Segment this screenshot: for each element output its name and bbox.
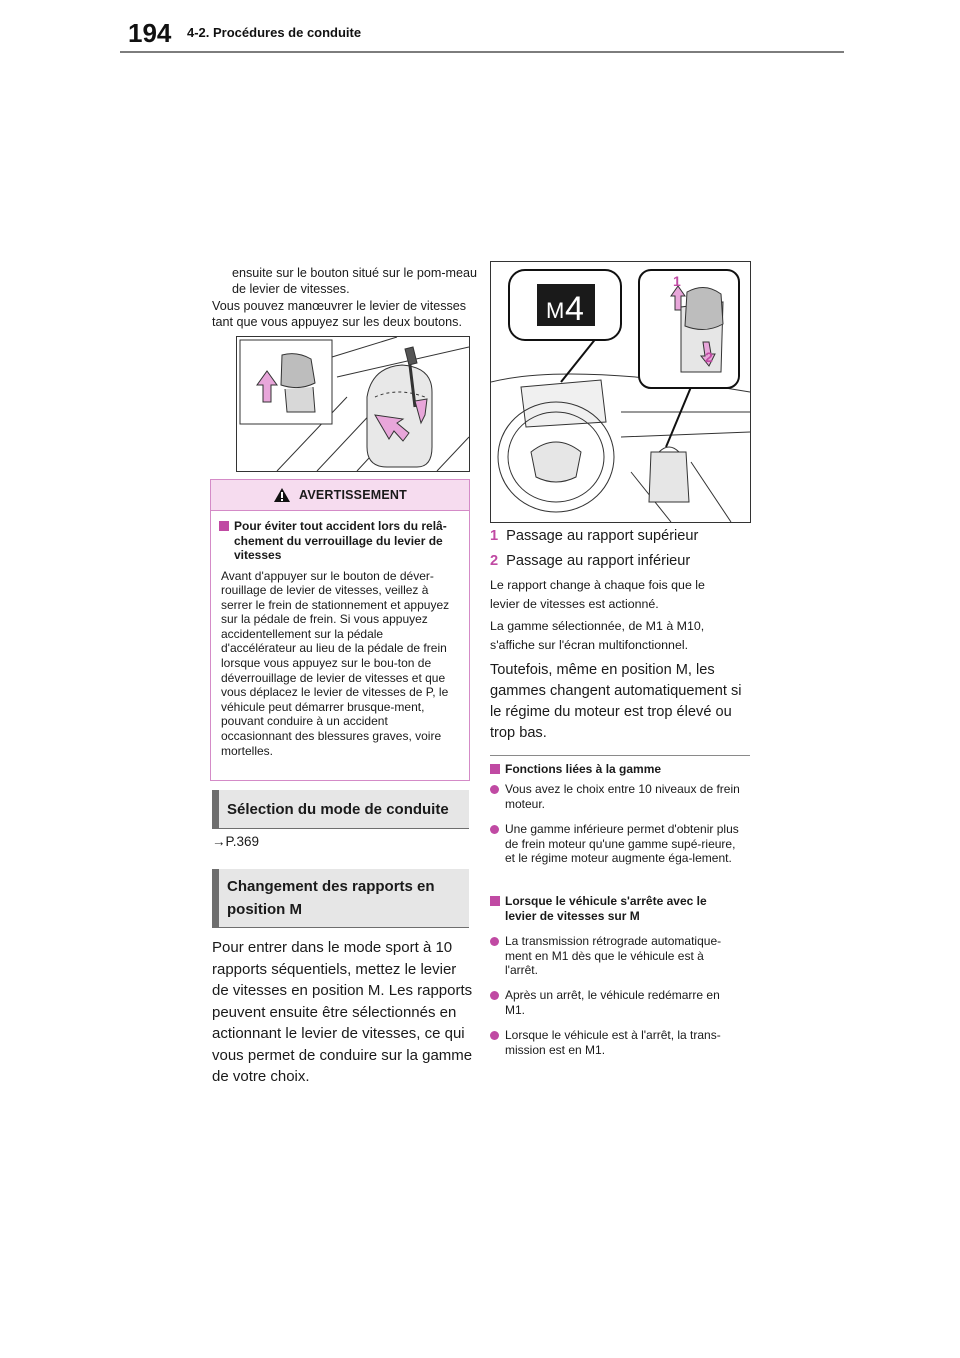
heading-underline xyxy=(212,828,469,829)
paragraph-auto-change: Toutefois, même en position M, les gammes changent automatiquement si le régime du moteur est trop élevé ou trop bas. xyxy=(490,662,742,741)
subheading-stop-in-m: Lorsque le véhicule s'arrête avec le levier de vitesses sur M xyxy=(505,894,707,923)
square-bullet-icon xyxy=(219,521,229,531)
warning-triangle-icon xyxy=(273,487,291,503)
bullet-icon xyxy=(490,991,499,1000)
main-paragraph: Pour entrer dans le mode sport à 10 rapports séquentiels, mettez le levier de vitesses en position M. Les rapports peuvent ensuite être sélectionnés en actionnant le levier de vitesses, ce qui vous permet de conduire sur la gamme de votre choix. xyxy=(212,939,473,1085)
bullet-icon xyxy=(490,785,499,794)
section-title: 4-2. Procédures de conduite xyxy=(187,25,362,40)
separator xyxy=(490,755,750,756)
list-item: Vous avez le choix entre 10 niveaux de frein moteur. xyxy=(490,782,740,811)
item-number: 1 xyxy=(490,528,499,544)
paragraph-range-display: La gamme sélectionnée, de M1 à M10, s'affiche sur l'écran multifonctionnel. xyxy=(490,619,705,652)
item-label: Passage au rapport supérieur xyxy=(506,528,699,544)
list-item: La transmission rétrograde automatique-ment en M1 dès que le véhicule est à l'arrêt. xyxy=(490,934,740,978)
warning-header xyxy=(211,480,469,511)
shift-lever-drawing xyxy=(237,337,469,471)
list-item xyxy=(490,528,750,544)
heading-drive-mode: Sélection du mode de conduite xyxy=(212,790,469,828)
page-reference[interactable]: →P.369 xyxy=(212,834,260,849)
item-number: 2 xyxy=(490,553,499,569)
paragraph-shift-change: Le rapport change à chaque fois que le levier de vitesses est actionné. xyxy=(490,578,705,611)
warning-box xyxy=(210,479,470,781)
bullet-icon xyxy=(490,825,499,834)
display-gear-number: 4 xyxy=(565,290,584,328)
callout-1: 1 xyxy=(673,273,681,289)
heading-m-position: Changement des rapports en position M xyxy=(212,869,469,927)
square-bullet-icon xyxy=(490,896,500,906)
warning-subheading: Pour éviter tout accident lors du relâ-chement du verrouillage du levier de vitesses xyxy=(234,519,447,562)
bullet-icon xyxy=(490,1031,499,1040)
shift-lever-release-illustration xyxy=(236,336,470,472)
display-m-letter: M xyxy=(546,298,565,323)
heading-underline xyxy=(212,927,469,928)
subheading-range-functions: Fonctions liées à la gamme xyxy=(505,762,662,776)
dashboard-shift-illustration xyxy=(490,261,751,523)
list-item: Une gamme inférieure permet d'obtenir plus de frein moteur qu'une gamme supé-rieure, et le régime moteur augmente éga-lement. xyxy=(490,822,740,866)
item-label: Passage au rapport inférieur xyxy=(506,553,691,569)
warning-title: AVERTISSEMENT xyxy=(299,488,407,502)
warning-text: Avant d'appuyer sur le bouton de déver-rouillage de levier de vitesses, veillez à serrer le frein de stationnement et appuyez sur la pédale de frein. Si vous appuyez accidentellement sur la pédale d'accélérateur au lieu de la pédale de frein lorsque vous appuyez sur le bou-ton de déverrouillage de levier de vitesses et que vous déplacez le levier de vitesses de P, le véhicule peut démarrer brusque-ment, pouvant conduire à un accident occasionnant des blessures graves, voire mortelles. xyxy=(221,568,450,758)
callout-2: 2 xyxy=(705,349,713,365)
dashboard-drawing xyxy=(491,262,750,522)
square-bullet-icon xyxy=(490,764,500,774)
list-item: Lorsque le véhicule est à l'arrêt, la trans-mission est en M1. xyxy=(490,1028,740,1057)
bullet-icon xyxy=(490,937,499,946)
intro-continued: ensuite sur le bouton situé sur le pom-meau de levier de vitesses. xyxy=(232,266,478,296)
list-item: Après un arrêt, le véhicule redémarre en M1. xyxy=(490,988,740,1017)
page-number: 194 xyxy=(128,18,172,48)
header-rule xyxy=(120,51,844,53)
intro-paragraph: Vous pouvez manœuvrer le levier de vitesses tant que vous appuyez sur les deux boutons. xyxy=(212,299,467,329)
list-item xyxy=(490,553,750,569)
